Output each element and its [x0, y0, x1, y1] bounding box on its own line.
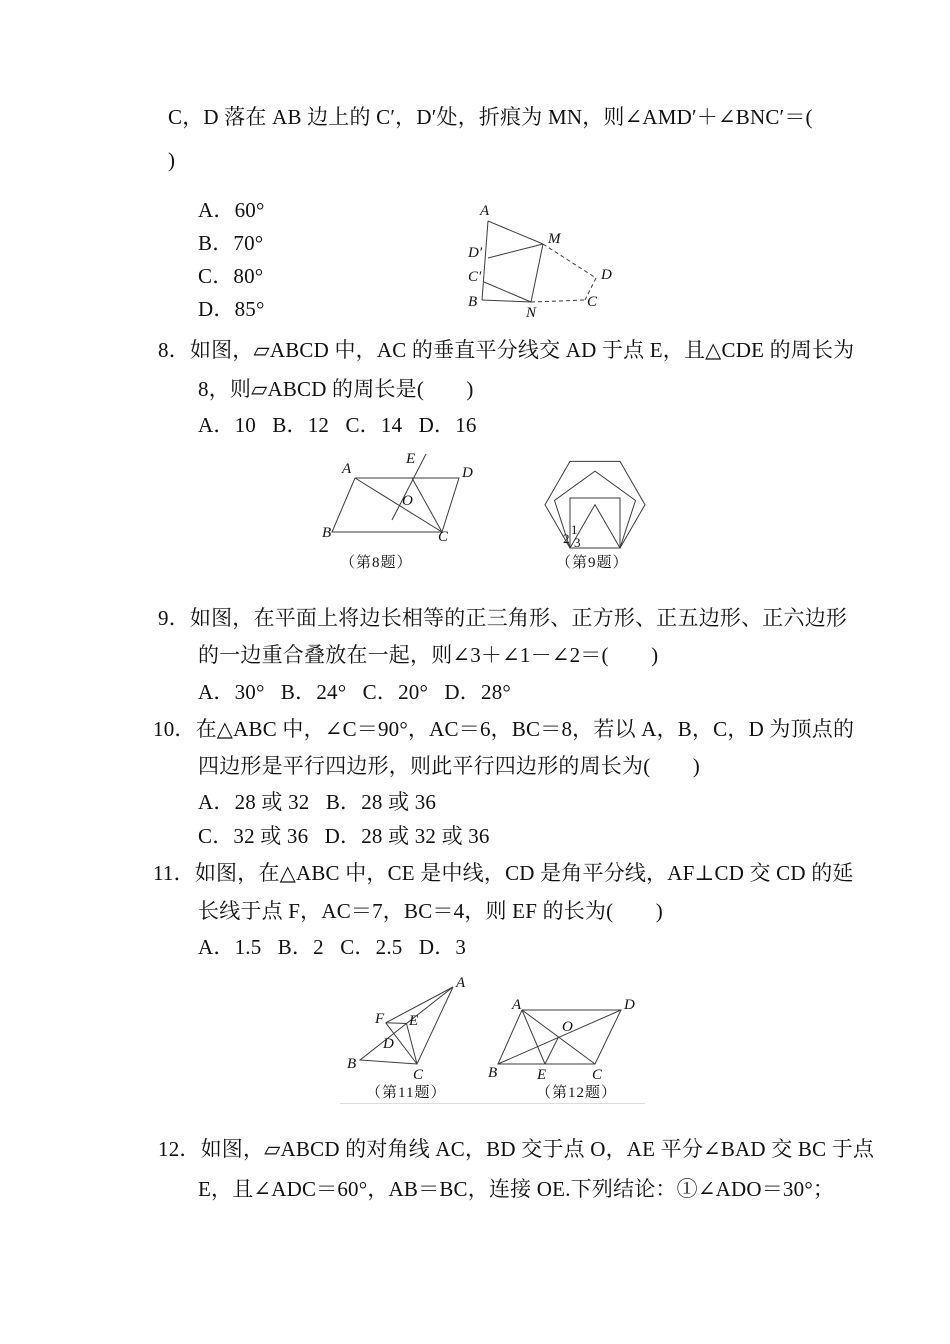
angle-label-1: 1 [571, 522, 578, 537]
q7-option-b: B．70° [198, 231, 264, 255]
q7-option-c: C．80° [198, 264, 264, 288]
q9-figure [540, 440, 665, 565]
point-label-A: A [342, 461, 352, 477]
q12-figure-drawing [488, 998, 638, 1086]
point-label-C: C [592, 1067, 603, 1083]
point-label-C: C [587, 294, 598, 310]
q11-text-line2: 长线于点 F，AC＝7，BC＝4，则 EF 的长为( ) [198, 899, 663, 923]
point-label-A: A [512, 997, 522, 1013]
q10-options-row2: C．32 或 36 D．28 或 32 或 36 [198, 824, 490, 848]
point-label-D: D [624, 997, 635, 1013]
q10-options-row1: A．28 或 32 B．28 或 36 [198, 790, 437, 814]
q12-figure [488, 998, 638, 1086]
q7-figure [468, 196, 633, 326]
q9-text-line2: 的一边重合叠放在一起，则∠3＋∠1－∠2＝( ) [198, 643, 659, 667]
point-label-D-prime: D′ [468, 245, 483, 261]
q11-text-line1: 11．如图，在△ABC 中，CE 是中线，CD 是角平分线，AF⊥CD 交 CD 的延 [153, 861, 854, 885]
point-label-A: A [480, 203, 490, 219]
q8-text-line2: 8，则▱ABCD 的周长是( ) [198, 377, 474, 401]
point-label-O: O [562, 1019, 573, 1035]
point-label-B: B [488, 1065, 498, 1081]
q9-figure-drawing [540, 440, 665, 565]
q8-figure [322, 452, 477, 557]
q7-text-line1: C，D 落在 AB 边上的 C′，D′处，折痕为 MN，则∠AMD′＋∠BNC′＝( [168, 105, 813, 129]
parallelogram-abcd [498, 1010, 621, 1064]
point-label-D: D [462, 465, 473, 481]
q10-text-line2: 四边形是平行四边形，则此平行四边形的周长为( ) [198, 754, 700, 778]
q7-figure-drawing [468, 196, 633, 326]
q12-text-line1: 12．如图，▱ABCD 的对角线 AC，BD 交于点 O，AE 平分∠BAD 交 BC 于点 [158, 1137, 875, 1161]
point-label-C: C [438, 529, 449, 545]
q12-text-line2: E，且∠ADC＝60°，AB＝BC，连接 OE.下列结论：①∠ADO＝30°； [198, 1177, 835, 1201]
q8-text-line1: 8．如图，▱ABCD 中，AC 的垂直平分线交 AD 于点 E，且△CDE 的周长为 [158, 338, 855, 362]
point-label-M: M [548, 231, 561, 247]
q8-figure-caption: （第8题） [340, 555, 413, 571]
q11-figure [345, 972, 475, 1084]
q10-text-line1: 10．在△ABC 中，∠C＝90°，AC＝6，BC＝8，若以 A，B，C，D 为顶点的 [153, 717, 855, 741]
point-label-B: B [347, 1056, 357, 1072]
point-label-B: B [322, 525, 332, 541]
point-label-E: E [406, 451, 416, 467]
q9-figure-caption: （第9题） [556, 555, 629, 571]
point-label-E: E [409, 1013, 419, 1029]
point-label-O: O [402, 493, 413, 509]
point-label-D: D [383, 1036, 394, 1052]
q11-figure-caption: （第11题） [366, 1085, 447, 1101]
q9-text-line1: 9．如图，在平面上将边长相等的正三角形、正方形、正五边形、正六边形 [158, 606, 848, 630]
q7-option-d: D．85° [198, 297, 265, 321]
point-label-B: B [468, 294, 478, 310]
point-label-A: A [456, 975, 466, 991]
figure-divider-line [340, 1103, 645, 1104]
point-label-N: N [526, 305, 537, 321]
triangle-abc [360, 987, 453, 1064]
q8-options: A．10 B．12 C．14 D．16 [198, 413, 477, 437]
point-label-C: C [413, 1067, 424, 1083]
point-label-D: D [601, 267, 612, 283]
q12-figure-caption: （第12题） [536, 1085, 618, 1101]
point-label-F: F [375, 1011, 385, 1027]
q11-options: A．1.5 B．2 C．2.5 D．3 [198, 935, 467, 959]
cevians [386, 987, 453, 1064]
q7-option-a: A．60° [198, 198, 265, 222]
angle-label-3: 3 [574, 535, 581, 550]
point-label-E: E [537, 1067, 547, 1083]
angle-label-2: 2 [563, 531, 570, 546]
q9-options: A．30° B．24° C．20° D．28° [198, 680, 511, 704]
q7-text-line2: ) [168, 148, 176, 172]
fold-solid-edges [482, 221, 543, 302]
point-label-C-prime: C′ [468, 269, 482, 285]
